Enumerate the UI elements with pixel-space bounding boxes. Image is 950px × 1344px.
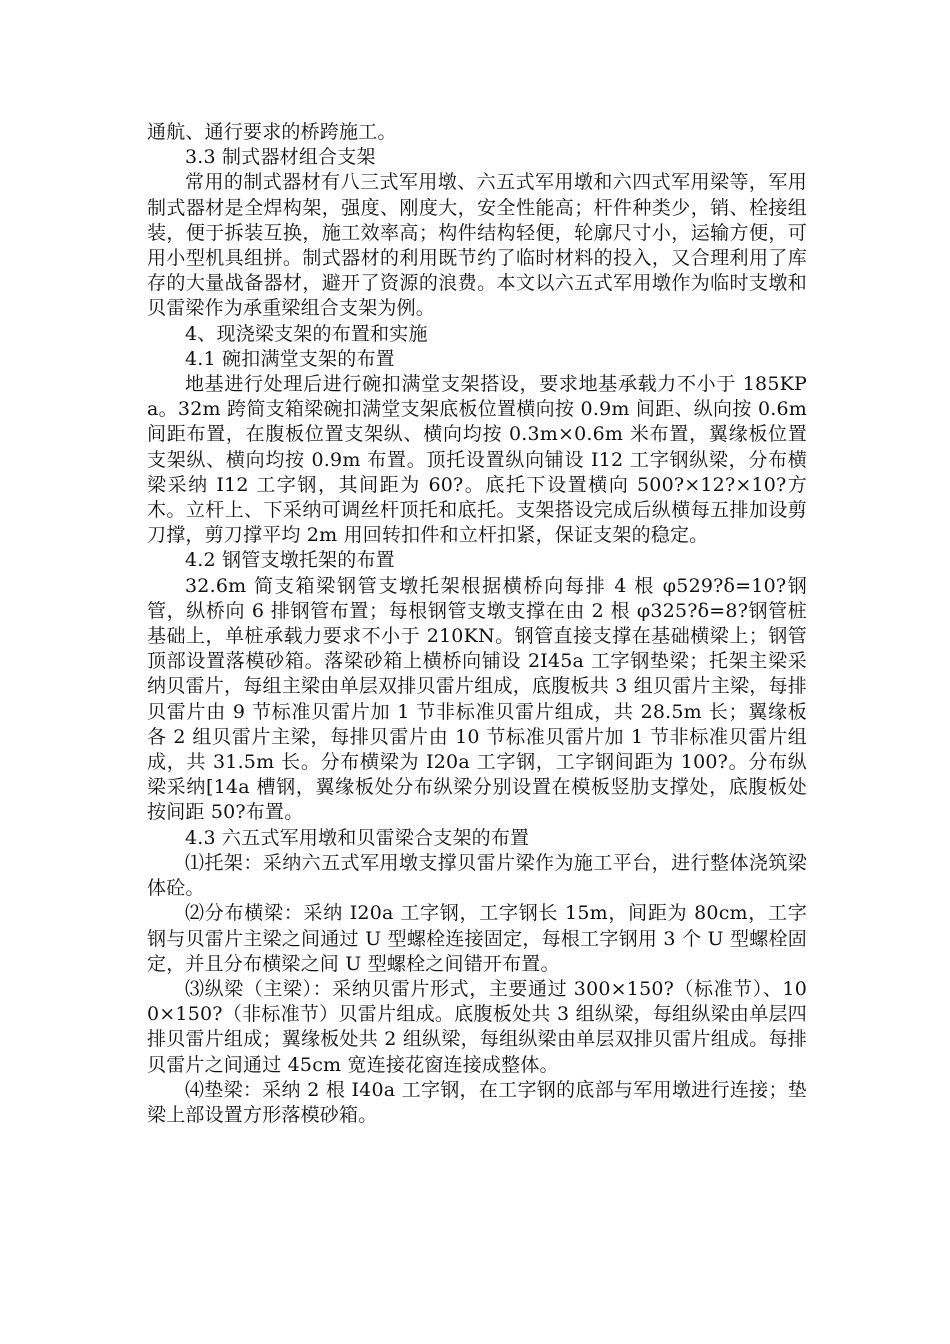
- paragraph-bowl-buckle-support: 地基进行处理后进行碗扣满堂支架搭设，要求地基承载力不小于 185KPa。32m 跨简支箱梁碗扣满堂支架底板位置横向按 0.9m 间距、纵向按 0.6m 间距布置，在腹板位置支架纵、横向均按 0.3m×0.6m 米布置，翼缘板位置支架纵、横向均按 0.9m 布置。顶托设置纵向铺设 I12 工字钢纵梁，分布横梁采纳 I12 工字钢，其间距为 60?。底托下设置横向 500?×12?×10?方木。立杆上、下采纳可调丝杆顶托和底托。支架搭设完成后纵横每五排加设剪刀撑，剪刀撑平均 2m 用回转扣件和立杆扣紧，保证支架的稳定。: [147, 373, 807, 547]
- section-heading-4-2: 4.2 钢管支墩托架的布置: [185, 549, 395, 572]
- document-body: [147, 120, 807, 1128]
- paragraph-steel-pipe-pier: 32.6m 简支箱梁钢管支墩托架根据横桥向每排 4 根 φ529?δ=10?钢管，纵桥向 6 排钢管布置；每根钢管支墩支撑在由 2 根 φ325?δ=8?钢管桩基础上，单桩承载力要求不小于 210KN。钢管直接支撑在基础横梁上；钢管顶部设置落模砂箱。落梁砂箱上横桥向铺设 2I45a 工字钢垫梁；托架主梁采纳贝雷片，每组主梁由单层双排贝雷片组成，底腹板共 3 组贝雷片主梁，每排贝雷片由 9 节标准贝雷片加 1 节非标准贝雷片组成，共 28.5m 长；翼缘板各 2 组贝雷片主梁，每排贝雷片由 10 节标准贝雷片加 1 节非标准贝雷片组成，共 31.5m 长。分布横梁为 I20a 工字钢，工字钢间距为 100?。分布纵梁采纳[14a 槽钢，翼缘板处分布纵梁分别设置在模板竖肋支撑处，底腹板处按间距 50?布置。: [147, 574, 807, 824]
- section-heading-3-3: 3.3 制式器材组合支架: [185, 146, 376, 169]
- paragraph-standard-equipment: 常用的制式器材有八三式军用墩、六五式军用墩和六四式军用梁等，军用制式器材是全焊构架，强度、刚度大，安全性能高；杆件种类少，销、栓接组装，便于拆装互换，施工效率高；构件结构轻便，轮廓尺寸小，运输方便，可用小型机具组拼。制式器材的利用既节约了临时材料的投入，又合理利用了库存的大量战备器材，避开了资源的浪费。本文以六五式军用墩作为临时支墩和贝雷梁作为承重梁组合支架为例。: [147, 171, 807, 320]
- list-item-pad-beam: ⑷垫梁：采纳 2 根 I40a 工字钢，在工字钢的底部与军用墩进行连接；垫梁上部设置方形落模砂箱。: [147, 1078, 807, 1126]
- section-heading-4-3: 4.3 六五式军用墩和贝雷梁合支架的布置: [185, 826, 530, 849]
- section-heading-4-1: 4.1 碗扣满堂支架的布置: [185, 347, 395, 370]
- section-heading-4: 4、现浇梁支架的布置和实施: [185, 322, 428, 345]
- list-item-main-beam: ⑶纵梁（主梁）：采纳贝雷片形式，主要通过 300×150?（标准节）、100×150?（非标准节）贝雷片组成。底腹板处共 3 组纵梁，每组纵梁由单层四排贝雷片组成；翼缘板处共 2 组纵梁，每组纵梁由单层双排贝雷片组成。每排贝雷片之间通过 45cm 宽连接花窗连接成整体。: [147, 977, 807, 1076]
- list-item-bracket: ⑴托架：采纳六五式军用墩支撑贝雷片梁作为施工平台，进行整体浇筑梁体砼。: [147, 851, 807, 900]
- paragraph-continuation: 通航、通行要求的桥跨施工。: [147, 121, 397, 143]
- list-item-cross-beam: ⑵分布横梁：采纳 I20a 工字钢，工字钢长 15m，间距为 80cm，工字钢与贝雷片主梁之间通过 U 型螺栓连接固定，每根工字钢用 3 个 U 型螺栓固定，并且分布横梁之间 U 型螺栓之间错开布置。: [147, 902, 807, 975]
